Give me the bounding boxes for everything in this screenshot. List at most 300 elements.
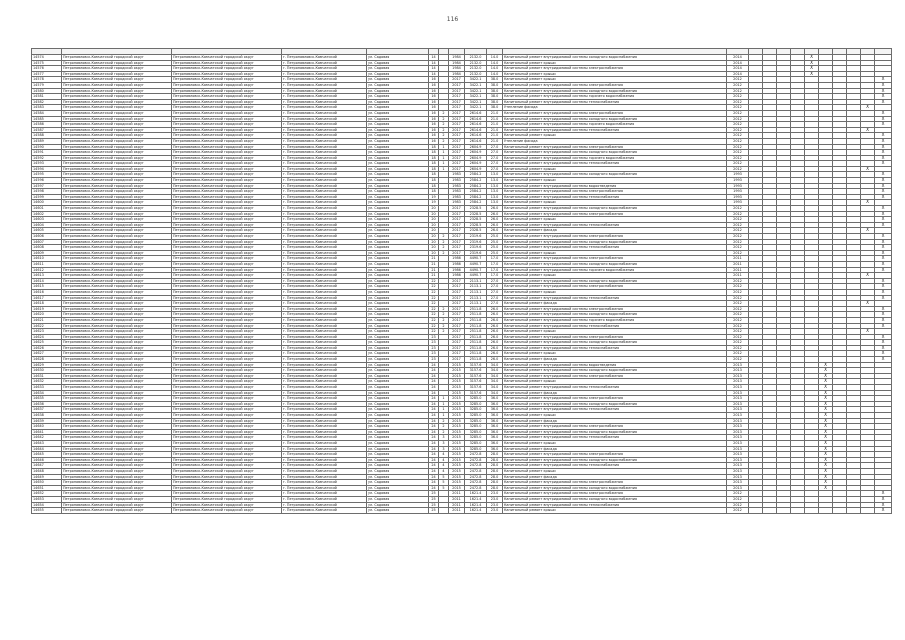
table-cell: г. Петропавловск-Камчатский xyxy=(282,172,367,178)
table-cell: 2015 xyxy=(449,373,465,379)
table-cell: 24 xyxy=(429,390,439,396)
table-cell: г. Петропавловск-Камчатский xyxy=(282,418,367,424)
table-cell: Петропавловск-Камчатский городской округ xyxy=(62,122,172,128)
table-cell: 2012 xyxy=(727,82,749,88)
table-cell: Петропавловск-Камчатский городской округ xyxy=(172,278,282,284)
table-cell: 26.0 xyxy=(487,306,503,312)
table-cell: 14634 xyxy=(32,390,62,396)
table-cell: г. Петропавловск-Камчатский xyxy=(282,261,367,267)
table-cell: 26.0 xyxy=(487,323,503,329)
table-cell: Капитальный ремонт крыши xyxy=(503,440,727,446)
table-cell: 20 xyxy=(429,222,439,228)
table-cell: 1993 xyxy=(727,194,749,200)
table-cell: 2604.9 xyxy=(465,166,487,172)
table-cell: Петропавловск-Камчатский городской округ xyxy=(62,116,172,122)
mark-cell: X xyxy=(875,357,892,363)
table-cell: 3 xyxy=(439,435,449,441)
table-cell: 14635 xyxy=(32,396,62,402)
table-cell: Петропавловск-Камчатский городской округ xyxy=(172,110,282,116)
table-cell: 20 xyxy=(429,250,439,256)
table-cell: 14623 xyxy=(32,329,62,335)
table-cell: Петропавловск-Камчатский городской округ xyxy=(62,55,172,61)
mark-cell: X xyxy=(819,401,833,407)
table-cell: 26.0 xyxy=(487,329,503,335)
table-cell: ул. Садовая xyxy=(367,440,429,446)
table-cell: 18 xyxy=(429,166,439,172)
table-cell: 14.0 xyxy=(487,66,503,72)
table-cell: 38.0 xyxy=(487,77,503,83)
table-cell: г. Петропавловск-Камчатский xyxy=(282,55,367,61)
table-cell: Петропавловск-Камчатский городской округ xyxy=(172,474,282,480)
table-cell: 22 xyxy=(429,306,439,312)
table-cell: ул. Садовая xyxy=(367,418,429,424)
table-cell: 28.0 xyxy=(487,457,503,463)
table-cell: Петропавловск-Камчатский городской округ xyxy=(62,267,172,273)
table-cell: 2012 xyxy=(727,133,749,139)
table-cell: 14630 xyxy=(32,368,62,374)
table-cell: Петропавловск-Камчатский городской округ xyxy=(62,429,172,435)
table-cell: 18 xyxy=(429,183,439,189)
table-cell: ул. Садовая xyxy=(367,317,429,323)
table-cell: 27.0 xyxy=(487,278,503,284)
table-cell: ул. Садовая xyxy=(367,183,429,189)
table-cell: 2015 xyxy=(449,407,465,413)
table-cell: Капитальный ремонт крыши xyxy=(503,60,727,66)
table-cell: 14575 xyxy=(32,60,62,66)
table-cell: 24 xyxy=(429,396,439,402)
table-cell: Петропавловск-Камчатский городской округ xyxy=(62,474,172,480)
table-cell: 2015 xyxy=(449,390,465,396)
table-cell: 16 xyxy=(429,82,439,88)
table-cell: 14644 xyxy=(32,446,62,452)
table-cell: Петропавловск-Камчатский городской округ xyxy=(62,172,172,178)
table-cell: Петропавловск-Камчатский городской округ xyxy=(62,424,172,430)
table-cell: 2013 xyxy=(727,463,749,469)
table-cell: 2017 xyxy=(449,329,465,335)
table-cell: 5 xyxy=(439,474,449,480)
table-cell: г. Петропавловск-Камчатский xyxy=(282,166,367,172)
table-cell: 14619 xyxy=(32,306,62,312)
table-cell: 2017 xyxy=(449,161,465,167)
table-cell: 14604 xyxy=(32,222,62,228)
table-cell: Петропавловск-Камчатский городской округ xyxy=(172,116,282,122)
table-cell: Капитальный ремонт внутридомовой системы холодного водоснабжения xyxy=(503,150,727,156)
table-cell: 1983 xyxy=(449,189,465,195)
mark-cell: X xyxy=(819,396,833,402)
table-cell: 14605 xyxy=(32,228,62,234)
table-cell: 2614.6 xyxy=(465,122,487,128)
mark-cell: X xyxy=(875,138,892,144)
table-cell: 16 xyxy=(429,77,439,83)
table-cell: г. Петропавловск-Камчатский xyxy=(282,273,367,279)
table-cell: 2 xyxy=(439,306,449,312)
table-cell: 2584.2 xyxy=(465,189,487,195)
table-cell: г. Петропавловск-Камчатский xyxy=(282,491,367,497)
table-cell: Капитальный ремонт внутридомовой системы теплоснабжения xyxy=(503,463,727,469)
table-cell: Петропавловск-Камчатский городской округ xyxy=(62,189,172,195)
mark-cell: X xyxy=(875,77,892,83)
table-cell: г. Петропавловск-Камчатский xyxy=(282,485,367,491)
table-cell: 14590 xyxy=(32,144,62,150)
mark-cell: X xyxy=(805,71,819,77)
table-cell: 14609 xyxy=(32,250,62,256)
table-cell: Петропавловск-Камчатский городской округ xyxy=(62,133,172,139)
table-cell: 2132.0 xyxy=(465,55,487,61)
table-cell: 14.0 xyxy=(487,71,503,77)
table-cell: 3 xyxy=(439,446,449,452)
table-cell: Капитальный ремонт внутридомовой системы теплоснабжения xyxy=(503,222,727,228)
table-cell: 2015 xyxy=(449,452,465,458)
table-cell: г. Петропавловск-Камчатский xyxy=(282,250,367,256)
table-cell: 14649 xyxy=(32,474,62,480)
table-cell: Петропавловск-Камчатский городской округ xyxy=(62,138,172,144)
table-cell: 2015 xyxy=(449,435,465,441)
table-cell: ул. Садовая xyxy=(367,463,429,469)
table-cell: 2013 xyxy=(727,452,749,458)
table-cell: 2012 xyxy=(727,323,749,329)
table-cell: 24 xyxy=(429,452,439,458)
table-cell: Петропавловск-Камчатский городской округ xyxy=(172,77,282,83)
table-cell: г. Петропавловск-Камчатский xyxy=(282,66,367,72)
table-cell: Петропавловск-Камчатский городской округ xyxy=(172,362,282,368)
table-cell: ул. Садовая xyxy=(367,178,429,184)
table-cell: 1 xyxy=(439,150,449,156)
table-cell: Петропавловск-Камчатский городской округ xyxy=(172,105,282,111)
table-cell: г. Петропавловск-Камчатский xyxy=(282,178,367,184)
table-cell: Капитальный ремонт крыши xyxy=(503,71,727,77)
table-cell: Петропавловск-Камчатский городской округ xyxy=(62,88,172,94)
mark-cell: X xyxy=(875,161,892,167)
table-cell: ул. Садовая xyxy=(367,480,429,486)
table-cell: 14587 xyxy=(32,127,62,133)
table-cell: Петропавловск-Камчатский городской округ xyxy=(62,289,172,295)
table-cell: Петропавловск-Камчатский городской округ xyxy=(62,82,172,88)
mark-cell: X xyxy=(819,452,833,458)
table-cell: 14584 xyxy=(32,110,62,116)
mark-cell: X xyxy=(875,94,892,100)
table-cell: ул. Садовая xyxy=(367,155,429,161)
table-cell: Петропавловск-Камчатский городской округ xyxy=(62,468,172,474)
table-cell: 2012 xyxy=(727,161,749,167)
table-cell: Петропавловск-Камчатский городской округ xyxy=(62,228,172,234)
table-cell: 14614 xyxy=(32,278,62,284)
table-cell: 1993 xyxy=(727,200,749,206)
table-cell: Петропавловск-Камчатский городской округ xyxy=(62,312,172,318)
mark-cell: X xyxy=(805,60,819,66)
register-table-container xyxy=(31,48,890,514)
table-cell: г. Петропавловск-Камчатский xyxy=(282,317,367,323)
table-cell: Капитальный ремонт внутридомовой системы электроснабжения xyxy=(503,480,727,486)
table-cell: 1 xyxy=(439,413,449,419)
table-cell: 34.0 xyxy=(487,362,503,368)
table-cell: Капитальный ремонт крыши xyxy=(503,217,727,223)
table-cell: Петропавловск-Камчатский городской округ xyxy=(62,407,172,413)
table-cell: 20 xyxy=(429,217,439,223)
table-cell: 26.0 xyxy=(487,222,503,228)
table-cell: 2604.9 xyxy=(465,155,487,161)
table-cell: 2017 xyxy=(449,312,465,318)
table-cell: 27.0 xyxy=(487,295,503,301)
table-cell: 14595 xyxy=(32,172,62,178)
mark-cell: X xyxy=(875,172,892,178)
table-cell: 2011 xyxy=(449,491,465,497)
table-cell: Петропавловск-Камчатский городской округ xyxy=(172,166,282,172)
table-cell: ул. Садовая xyxy=(367,429,429,435)
table-cell: 34.0 xyxy=(487,390,503,396)
table-cell: 2015 xyxy=(449,424,465,430)
page-number: 116 xyxy=(446,16,459,23)
table-cell: 14650 xyxy=(32,480,62,486)
table-cell: 2015 xyxy=(449,485,465,491)
table-cell: 22 xyxy=(429,278,439,284)
table-cell: 1984 xyxy=(449,55,465,61)
table-cell: 2013 xyxy=(727,379,749,385)
register-table xyxy=(31,48,892,514)
table-cell: 2 xyxy=(439,122,449,128)
table-cell: Петропавловск-Камчатский городской округ xyxy=(62,351,172,357)
table-cell: г. Петропавловск-Камчатский xyxy=(282,496,367,502)
table-cell: 14648 xyxy=(32,468,62,474)
table-cell: 2319.6 xyxy=(465,239,487,245)
table-cell: Петропавловск-Камчатский городской округ xyxy=(172,289,282,295)
table-cell: 21.0 xyxy=(487,127,503,133)
mark-cell: X xyxy=(875,239,892,245)
table-cell: 3422.1 xyxy=(465,88,487,94)
table-cell: Капитальный ремонт внутридомовой системы теплоснабжения xyxy=(503,161,727,167)
table-cell: 2012 xyxy=(727,245,749,251)
table-cell: Петропавловск-Камчатский городской округ xyxy=(62,250,172,256)
table-cell: г. Петропавловск-Камчатский xyxy=(282,110,367,116)
table-cell: ул. Садовая xyxy=(367,222,429,228)
table-cell: Капитальный ремонт внутридомовой системы электроснабжения xyxy=(503,373,727,379)
table-cell: г. Петропавловск-Камчатский xyxy=(282,334,367,340)
table-cell: ул. Садовая xyxy=(367,278,429,284)
table-cell: 2017 xyxy=(449,206,465,212)
table-cell: Петропавловск-Камчатский городской округ xyxy=(62,457,172,463)
table-cell: 36.0 xyxy=(487,418,503,424)
mark-cell: X xyxy=(875,508,892,514)
table-cell: 21 xyxy=(429,256,439,262)
table-cell: г. Петропавловск-Камчатский xyxy=(282,99,367,105)
table-cell: Петропавловск-Камчатский городской округ xyxy=(172,334,282,340)
table-cell: Петропавловск-Камчатский городской округ xyxy=(62,357,172,363)
table-cell: Петропавловск-Камчатский городской округ xyxy=(62,273,172,279)
table-cell: 3157.6 xyxy=(465,385,487,391)
table-cell: Капитальный ремонт внутридомовой системы электроснабжения xyxy=(503,234,727,240)
table-cell: 2013 xyxy=(727,413,749,419)
table-cell: Капитальный ремонт внутридомовой системы холодного водоснабжения xyxy=(503,206,727,212)
table-cell: ул. Садовая xyxy=(367,127,429,133)
table-cell: ул. Садовая xyxy=(367,122,429,128)
table-cell: ул. Садовая xyxy=(367,217,429,223)
mark-cell: X xyxy=(875,206,892,212)
table-cell: ул. Садовая xyxy=(367,88,429,94)
table-cell: 14602 xyxy=(32,211,62,217)
mark-cell xyxy=(847,508,861,514)
table-cell: 1621.4 xyxy=(465,508,487,514)
table-cell: г. Петропавловск-Камчатский xyxy=(282,189,367,195)
table-cell: 38.0 xyxy=(487,99,503,105)
table-cell: Петропавловск-Камчатский городской округ xyxy=(62,440,172,446)
table-cell: 2017 xyxy=(449,144,465,150)
table-cell: 2013 xyxy=(727,480,749,486)
table-cell: Петропавловск-Камчатский городской округ xyxy=(172,396,282,402)
table-cell: Петропавловск-Камчатский городской округ xyxy=(172,211,282,217)
table-cell: 36.0 xyxy=(487,401,503,407)
table-cell: Петропавловск-Камчатский городской округ xyxy=(172,133,282,139)
table-cell: 2604.9 xyxy=(465,144,487,150)
table-cell: 2113.1 xyxy=(465,278,487,284)
mark-cell: X xyxy=(819,385,833,391)
table-cell: 4 xyxy=(439,463,449,469)
table-cell: Капитальный ремонт внутридомовой системы теплоснабжения xyxy=(503,435,727,441)
table-cell: 3157.6 xyxy=(465,362,487,368)
mark-cell: X xyxy=(819,373,833,379)
table-cell: 2017 xyxy=(449,245,465,251)
table-cell: 2017 xyxy=(449,340,465,346)
table-cell: 2 xyxy=(439,250,449,256)
table-cell: 2012 xyxy=(727,295,749,301)
table-cell: 25 xyxy=(429,508,439,514)
table-cell: 14640 xyxy=(32,424,62,430)
table-cell: Петропавловск-Камчатский городской округ xyxy=(172,295,282,301)
table-cell: Капитальный ремонт внутридомовой системы холодного водоснабжения xyxy=(503,429,727,435)
table-cell: 16 xyxy=(429,105,439,111)
table-cell: ул. Садовая xyxy=(367,401,429,407)
table-cell: г. Петропавловск-Камчатский xyxy=(282,306,367,312)
table-cell: 14651 xyxy=(32,485,62,491)
table-cell: 1984 xyxy=(449,60,465,66)
table-cell: 27.0 xyxy=(487,166,503,172)
table-cell: 27.0 xyxy=(487,144,503,150)
table-cell: 2132.0 xyxy=(465,66,487,72)
table-cell: 2012 xyxy=(727,99,749,105)
table-cell: 14647 xyxy=(32,463,62,469)
table-cell: ул. Садовая xyxy=(367,200,429,206)
table-cell: 2012 xyxy=(727,306,749,312)
table-cell: 14622 xyxy=(32,323,62,329)
table-cell: 26.0 xyxy=(487,211,503,217)
table-cell: 4 xyxy=(439,468,449,474)
table-cell: 24 xyxy=(429,413,439,419)
table-cell: Петропавловск-Камчатский городской округ xyxy=(62,161,172,167)
table-cell: 2614.6 xyxy=(465,116,487,122)
table-cell: 2017 xyxy=(449,211,465,217)
table-cell: г. Петропавловск-Камчатский xyxy=(282,446,367,452)
table-cell: 2017 xyxy=(449,334,465,340)
table-cell: Петропавловск-Камчатский городской округ xyxy=(172,150,282,156)
table-cell: 2015 xyxy=(449,480,465,486)
table-cell: 2012 xyxy=(727,340,749,346)
mark-cell: X xyxy=(819,390,833,396)
table-cell: 20 xyxy=(429,228,439,234)
table-cell: 3157.6 xyxy=(465,390,487,396)
table-cell: 2011 xyxy=(727,273,749,279)
table-cell: г. Петропавловск-Камчатский xyxy=(282,413,367,419)
table-cell: 14629 xyxy=(32,362,62,368)
table-cell: 1993 xyxy=(727,183,749,189)
table-cell: г. Петропавловск-Камчатский xyxy=(282,82,367,88)
table-cell: ул. Садовая xyxy=(367,166,429,172)
table-cell: Петропавловск-Камчатский городской округ xyxy=(172,429,282,435)
table-cell: 2012 xyxy=(727,502,749,508)
table-cell: 1986 xyxy=(449,273,465,279)
table-cell: Петропавловск-Камчатский городской округ xyxy=(172,317,282,323)
table-cell: 17.0 xyxy=(487,267,503,273)
table-cell: 1 xyxy=(439,396,449,402)
mark-cell: X xyxy=(819,362,833,368)
mark-cell: X xyxy=(875,144,892,150)
table-cell: 14610 xyxy=(32,256,62,262)
table-row xyxy=(32,508,892,514)
table-cell: г. Петропавловск-Камчатский xyxy=(282,508,367,514)
table-cell: 2017 xyxy=(449,133,465,139)
table-cell: 27.0 xyxy=(487,150,503,156)
table-cell: 2015 xyxy=(449,429,465,435)
table-cell: г. Петропавловск-Камчатский xyxy=(282,457,367,463)
table-cell: Петропавловск-Камчатский городской округ xyxy=(172,508,282,514)
table-cell: 2132.0 xyxy=(465,60,487,66)
table-cell: 16 xyxy=(429,138,439,144)
table-cell: 24 xyxy=(429,379,439,385)
table-cell: Капитальный ремонт крыши xyxy=(503,379,727,385)
table-cell: г. Петропавловск-Камчатский xyxy=(282,267,367,273)
table-cell: 24 xyxy=(429,368,439,374)
table-cell: Петропавловск-Камчатский городской округ xyxy=(172,245,282,251)
table-cell: 20 xyxy=(429,234,439,240)
table-cell: Петропавловск-Камчатский городской округ xyxy=(172,306,282,312)
table-cell: 2017 xyxy=(449,345,465,351)
mark-cell: X xyxy=(819,446,833,452)
table-cell: Петропавловск-Камчатский городской округ xyxy=(62,485,172,491)
table-cell: 2328.5 xyxy=(465,206,487,212)
mark-cell xyxy=(861,508,875,514)
table-cell: Петропавловск-Камчатский городской округ xyxy=(62,200,172,206)
table-cell: 14 xyxy=(429,60,439,66)
table-cell: 14581 xyxy=(32,94,62,100)
table-cell: г. Петропавловск-Камчатский xyxy=(282,345,367,351)
table-cell: 14631 xyxy=(32,373,62,379)
table-cell: 20 xyxy=(429,206,439,212)
table-cell: Капитальный ремонт внутридомовой системы теплоснабжения xyxy=(503,295,727,301)
table-cell: г. Петропавловск-Камчатский xyxy=(282,407,367,413)
table-cell: 14601 xyxy=(32,206,62,212)
table-cell: 2015 xyxy=(449,440,465,446)
table-cell: 14620 xyxy=(32,312,62,318)
table-cell: 2511.8 xyxy=(465,351,487,357)
mark-cell: X xyxy=(875,345,892,351)
table-cell: 3285.0 xyxy=(465,440,487,446)
table-cell: 1993 xyxy=(727,172,749,178)
table-cell: 2015 xyxy=(449,385,465,391)
table-cell: 4490.7 xyxy=(465,256,487,262)
mark-cell: X xyxy=(875,250,892,256)
table-cell: г. Петропавловск-Камчатский xyxy=(282,468,367,474)
table-cell: Капитальный ремонт крыши xyxy=(503,166,727,172)
table-cell: Петропавловск-Камчатский городской округ xyxy=(172,379,282,385)
table-cell: Капитальный ремонт внутридомовой системы холодного водоснабжения xyxy=(503,88,727,94)
table-cell: 2017 xyxy=(449,110,465,116)
table-cell: 2012 xyxy=(727,94,749,100)
table-cell: 23.0 xyxy=(487,496,503,502)
table-cell: 2012 xyxy=(727,206,749,212)
table-cell: 21 xyxy=(429,273,439,279)
table-cell: ул. Садовая xyxy=(367,105,429,111)
table-cell: 14606 xyxy=(32,234,62,240)
table-cell: 38.0 xyxy=(487,88,503,94)
table-cell: 18 xyxy=(429,172,439,178)
table-cell: 16 xyxy=(429,133,439,139)
